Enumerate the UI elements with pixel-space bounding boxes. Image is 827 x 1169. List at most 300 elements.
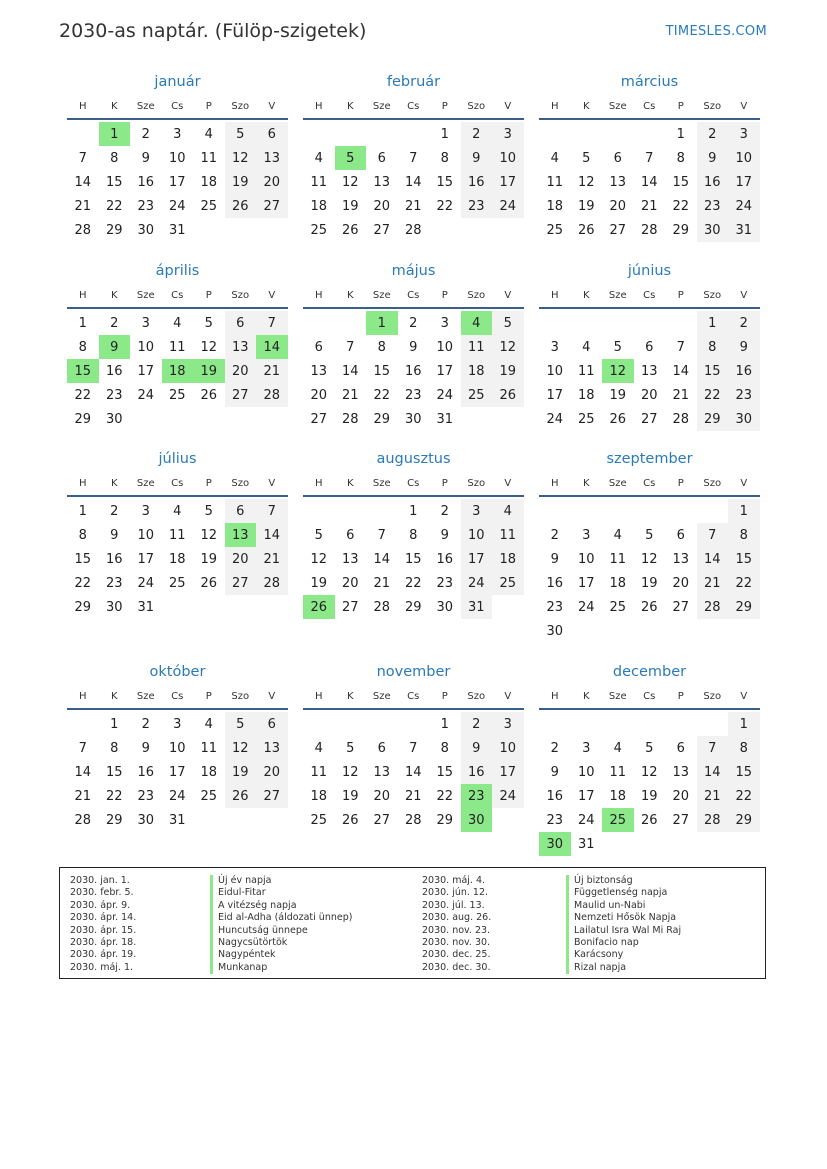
day-cell: 13 xyxy=(256,146,288,170)
day-cell: 11 xyxy=(168,339,186,355)
day-cell: 8 xyxy=(78,527,87,543)
weekday-label: V xyxy=(504,477,512,489)
day-cell: 21 xyxy=(404,198,422,214)
day-cell: 24 xyxy=(461,571,493,595)
legend-holiday-name: Huncutság ünnepe xyxy=(210,925,352,937)
day-cell: 4 xyxy=(314,150,323,166)
day-cell: 5 xyxy=(645,740,654,756)
day-cell: 27 xyxy=(225,571,257,595)
weekday-label: Szo xyxy=(231,477,250,489)
empty-cell xyxy=(602,122,634,146)
day-cell: 6 xyxy=(613,150,622,166)
day-cell: 11 xyxy=(609,764,627,780)
day-cell: 4 xyxy=(173,315,182,331)
day-cell: 2 xyxy=(440,503,449,519)
day-grid xyxy=(67,311,288,431)
weekday-label: K xyxy=(582,289,590,301)
day-cell: 12 xyxy=(341,764,359,780)
day-cell: 15 xyxy=(373,363,391,379)
day-cell: 6 xyxy=(314,339,323,355)
day-cell: 6 xyxy=(225,311,257,335)
day-cell: 3 xyxy=(582,527,591,543)
day-cell: 8 xyxy=(728,736,760,760)
weekday-label: K xyxy=(110,477,118,489)
day-cell: 8 xyxy=(110,150,119,166)
day-cell: 19 xyxy=(341,788,359,804)
day-cell: 5 xyxy=(225,712,257,736)
weekday-label: Szo xyxy=(703,289,722,301)
day-cell: 17 xyxy=(546,387,564,403)
day-cell: 10 xyxy=(461,523,493,547)
day-cell: 5 xyxy=(613,339,622,355)
day-cell: 19 xyxy=(577,198,595,214)
day-cell: 3 xyxy=(440,315,449,331)
day-cell: 27 xyxy=(672,599,690,615)
weekday-label: H xyxy=(314,690,323,702)
day-cell: 26 xyxy=(341,222,359,238)
day-cell: 4 xyxy=(550,150,559,166)
day-cell: 10 xyxy=(436,339,454,355)
weekday-label: Cs xyxy=(407,690,420,702)
empty-cell xyxy=(634,311,666,335)
weekday-label: Sze xyxy=(372,477,391,489)
legend-date: 2030. dec. 30. xyxy=(422,961,491,973)
day-cell: 23 xyxy=(105,575,123,591)
holiday-day-cell: 23 xyxy=(461,784,493,808)
day-cell: 7 xyxy=(78,150,87,166)
legend-holiday-name: Munkanap xyxy=(210,962,352,974)
day-cell: 6 xyxy=(225,499,257,523)
day-cell: 10 xyxy=(137,339,155,355)
day-cell: 3 xyxy=(173,716,182,732)
day-cell: 8 xyxy=(440,740,449,756)
day-cell: 24 xyxy=(492,784,524,808)
day-cell: 17 xyxy=(577,788,595,804)
weekday-header xyxy=(67,684,288,710)
day-cell: 14 xyxy=(341,363,359,379)
day-cell: 24 xyxy=(436,387,454,403)
day-cell: 10 xyxy=(577,764,595,780)
empty-cell xyxy=(335,122,367,146)
weekday-label: V xyxy=(268,289,276,301)
empty-cell xyxy=(539,499,571,523)
day-cell: 19 xyxy=(492,359,524,383)
day-cell: 15 xyxy=(436,764,454,780)
day-cell: 8 xyxy=(377,339,386,355)
empty-cell xyxy=(67,712,99,736)
legend-dates-col-2 xyxy=(422,875,491,974)
day-cell: 16 xyxy=(436,551,454,567)
day-grid xyxy=(303,311,524,431)
weekday-label: P xyxy=(677,477,684,489)
day-cell: 14 xyxy=(697,760,729,784)
day-cell: 12 xyxy=(200,339,218,355)
weekday-label: P xyxy=(441,477,448,489)
month-6 xyxy=(539,259,760,431)
day-cell: 23 xyxy=(546,812,564,828)
month-9 xyxy=(539,447,760,643)
day-cell: 1 xyxy=(440,716,449,732)
day-cell: 26 xyxy=(609,411,627,427)
day-cell: 12 xyxy=(492,335,524,359)
day-cell: 27 xyxy=(672,812,690,828)
weekday-label: Sze xyxy=(372,100,391,112)
empty-cell xyxy=(366,712,398,736)
day-cell: 7 xyxy=(346,339,355,355)
day-cell: 20 xyxy=(640,387,658,403)
day-cell: 21 xyxy=(404,788,422,804)
weekday-label: Sze xyxy=(136,289,155,301)
day-cell: 7 xyxy=(697,523,729,547)
day-cell: 16 xyxy=(461,170,493,194)
day-cell: 28 xyxy=(697,808,729,832)
weekday-label: V xyxy=(268,477,276,489)
day-cell: 30 xyxy=(436,599,454,615)
holiday-day-cell: 19 xyxy=(193,359,225,383)
day-cell: 28 xyxy=(697,595,729,619)
day-cell: 17 xyxy=(168,764,186,780)
weekday-label: K xyxy=(110,100,118,112)
day-cell: 22 xyxy=(436,198,454,214)
day-cell: 9 xyxy=(728,335,760,359)
day-cell: 30 xyxy=(546,623,564,639)
day-cell: 21 xyxy=(672,387,690,403)
day-cell: 7 xyxy=(409,740,418,756)
day-grid xyxy=(303,712,524,832)
day-cell: 7 xyxy=(256,311,288,335)
legend-holiday-name: Maulid un-Nabi xyxy=(566,900,681,912)
day-cell: 14 xyxy=(256,523,288,547)
day-cell: 31 xyxy=(137,599,155,615)
day-cell: 16 xyxy=(137,764,155,780)
day-cell: 4 xyxy=(582,339,591,355)
weekday-label: H xyxy=(78,690,87,702)
weekday-label: V xyxy=(740,100,748,112)
day-cell: 24 xyxy=(137,387,155,403)
weekday-header xyxy=(303,684,524,710)
day-cell: 11 xyxy=(200,740,218,756)
day-cell: 3 xyxy=(492,122,524,146)
weekday-label: Szo xyxy=(703,690,722,702)
empty-cell xyxy=(366,499,398,523)
weekday-label: Sze xyxy=(608,289,627,301)
empty-cell xyxy=(539,311,571,335)
day-cell: 2 xyxy=(141,126,150,142)
weekday-label: Cs xyxy=(171,690,184,702)
legend-holiday-name: Függetlenség napja xyxy=(566,887,681,899)
weekday-label: H xyxy=(550,690,559,702)
day-cell: 16 xyxy=(546,788,564,804)
day-cell: 28 xyxy=(74,812,92,828)
day-cell: 2 xyxy=(461,122,493,146)
weekday-label: Sze xyxy=(372,690,391,702)
day-cell: 11 xyxy=(609,551,627,567)
day-cell: 27 xyxy=(373,222,391,238)
legend-date: 2030. ápr. 15. xyxy=(70,924,137,936)
legend-holiday-name: Bonifacio nap xyxy=(566,937,681,949)
day-cell: 13 xyxy=(672,551,690,567)
day-cell: 28 xyxy=(672,411,690,427)
day-cell: 21 xyxy=(640,198,658,214)
day-cell: 22 xyxy=(404,575,422,591)
weekday-label: Cs xyxy=(643,690,656,702)
day-cell: 12 xyxy=(640,551,658,567)
day-cell: 17 xyxy=(168,174,186,190)
weekday-label: H xyxy=(550,289,559,301)
day-cell: 1 xyxy=(728,712,760,736)
day-cell: 25 xyxy=(200,788,218,804)
day-cell: 10 xyxy=(137,527,155,543)
day-cell: 5 xyxy=(314,527,323,543)
day-cell: 2 xyxy=(697,122,729,146)
day-cell: 23 xyxy=(546,599,564,615)
day-cell: 14 xyxy=(672,363,690,379)
day-cell: 20 xyxy=(256,760,288,784)
day-cell: 21 xyxy=(74,198,92,214)
day-cell: 6 xyxy=(676,527,685,543)
day-cell: 9 xyxy=(697,146,729,170)
day-cell: 31 xyxy=(436,411,454,427)
day-cell: 29 xyxy=(672,222,690,238)
day-cell: 25 xyxy=(461,383,493,407)
day-cell: 31 xyxy=(728,218,760,242)
day-cell: 6 xyxy=(676,740,685,756)
day-cell: 27 xyxy=(609,222,627,238)
day-grid xyxy=(67,122,288,242)
day-cell: 12 xyxy=(577,174,595,190)
weekday-label: P xyxy=(205,477,212,489)
day-cell: 13 xyxy=(310,363,328,379)
weekday-label: Sze xyxy=(136,477,155,489)
month-3 xyxy=(539,70,760,242)
day-cell: 17 xyxy=(492,170,524,194)
day-cell: 11 xyxy=(546,174,564,190)
empty-cell xyxy=(634,499,666,523)
weekday-label: V xyxy=(504,289,512,301)
holiday-day-cell: 1 xyxy=(99,122,131,146)
weekday-label: P xyxy=(441,690,448,702)
weekday-header xyxy=(67,94,288,120)
day-cell: 7 xyxy=(676,339,685,355)
month-name: március xyxy=(620,74,679,90)
day-cell: 30 xyxy=(137,812,155,828)
day-cell: 6 xyxy=(256,122,288,146)
day-cell: 4 xyxy=(204,716,213,732)
empty-cell xyxy=(398,712,430,736)
day-cell: 3 xyxy=(492,712,524,736)
weekday-label: P xyxy=(677,100,684,112)
weekday-label: P xyxy=(441,289,448,301)
day-cell: 8 xyxy=(110,740,119,756)
day-cell: 13 xyxy=(256,736,288,760)
legend-date: 2030. júl. 13. xyxy=(422,899,485,911)
day-cell: 1 xyxy=(409,503,418,519)
day-cell: 28 xyxy=(74,222,92,238)
day-cell: 24 xyxy=(577,812,595,828)
legend-names-col-1 xyxy=(210,875,352,974)
day-cell: 6 xyxy=(346,527,355,543)
day-cell: 13 xyxy=(373,764,391,780)
day-cell: 3 xyxy=(141,315,150,331)
legend-date: 2030. jan. 1. xyxy=(70,875,130,886)
day-cell: 6 xyxy=(377,740,386,756)
month-4 xyxy=(67,259,288,431)
day-cell: 22 xyxy=(697,383,729,407)
day-cell: 26 xyxy=(225,194,257,218)
empty-cell xyxy=(67,122,99,146)
weekday-label: H xyxy=(550,477,559,489)
brand-link[interactable]: TIMESLES.COM xyxy=(665,24,767,39)
day-cell: 24 xyxy=(168,788,186,804)
day-cell: 13 xyxy=(373,174,391,190)
day-cell: 9 xyxy=(141,740,150,756)
empty-cell xyxy=(634,122,666,146)
day-cell: 6 xyxy=(256,712,288,736)
empty-cell xyxy=(665,499,697,523)
day-cell: 9 xyxy=(141,150,150,166)
weekday-label: H xyxy=(78,100,87,112)
month-name: december xyxy=(612,664,687,680)
day-cell: 7 xyxy=(645,150,654,166)
day-cell: 19 xyxy=(310,575,328,591)
day-cell: 30 xyxy=(728,407,760,431)
day-cell: 16 xyxy=(546,575,564,591)
day-cell: 28 xyxy=(404,222,422,238)
day-grid xyxy=(539,712,760,856)
legend-date: 2030. nov. 23. xyxy=(422,924,491,936)
day-cell: 30 xyxy=(697,218,729,242)
day-cell: 15 xyxy=(105,174,123,190)
day-cell: 21 xyxy=(341,387,359,403)
day-cell: 7 xyxy=(78,740,87,756)
empty-cell xyxy=(335,311,367,335)
legend-date: 2030. dec. 25. xyxy=(422,949,491,961)
day-cell: 23 xyxy=(137,788,155,804)
empty-cell xyxy=(335,499,367,523)
day-cell: 22 xyxy=(105,198,123,214)
month-name: április xyxy=(155,263,200,279)
month-name: május xyxy=(391,263,436,279)
weekday-label: H xyxy=(550,100,559,112)
day-cell: 12 xyxy=(200,527,218,543)
legend-date: 2030. ápr. 9. xyxy=(70,899,131,911)
empty-cell xyxy=(303,122,335,146)
day-cell: 29 xyxy=(404,599,422,615)
day-cell: 4 xyxy=(314,740,323,756)
legend-date: 2030. febr. 5. xyxy=(70,887,134,899)
day-cell: 25 xyxy=(310,812,328,828)
day-cell: 21 xyxy=(697,571,729,595)
weekday-label: Cs xyxy=(407,100,420,112)
day-cell: 21 xyxy=(697,784,729,808)
day-cell: 24 xyxy=(168,198,186,214)
empty-cell xyxy=(303,499,335,523)
legend-holiday-name: Karácsony xyxy=(566,949,681,961)
day-cell: 23 xyxy=(137,198,155,214)
day-cell: 11 xyxy=(492,523,524,547)
day-cell: 29 xyxy=(436,812,454,828)
day-cell: 13 xyxy=(609,174,627,190)
day-cell: 29 xyxy=(74,411,92,427)
day-cell: 29 xyxy=(373,411,391,427)
weekday-label: H xyxy=(78,289,87,301)
weekday-label: Szo xyxy=(467,477,486,489)
day-cell: 17 xyxy=(137,363,155,379)
day-cell: 18 xyxy=(609,788,627,804)
day-cell: 16 xyxy=(697,170,729,194)
day-grid xyxy=(303,122,524,242)
legend-date: 2030. ápr. 14. xyxy=(70,912,137,924)
day-cell: 20 xyxy=(256,170,288,194)
weekday-label: Sze xyxy=(608,100,627,112)
weekday-label: P xyxy=(677,289,684,301)
day-cell: 19 xyxy=(609,387,627,403)
day-cell: 14 xyxy=(74,764,92,780)
day-grid xyxy=(539,499,760,643)
weekday-label: Szo xyxy=(231,100,250,112)
day-cell: 29 xyxy=(728,595,760,619)
month-name: június xyxy=(627,263,672,279)
day-cell: 27 xyxy=(310,411,328,427)
day-cell: 20 xyxy=(672,575,690,591)
weekday-label: Szo xyxy=(231,289,250,301)
day-cell: 3 xyxy=(173,126,182,142)
weekday-header xyxy=(67,283,288,309)
day-cell: 9 xyxy=(440,527,449,543)
day-cell: 8 xyxy=(440,150,449,166)
legend-date: 2030. máj. 4. xyxy=(422,875,486,886)
day-cell: 17 xyxy=(577,575,595,591)
day-cell: 11 xyxy=(168,527,186,543)
weekday-label: Szo xyxy=(467,289,486,301)
day-cell: 19 xyxy=(225,760,257,784)
day-cell: 15 xyxy=(728,760,760,784)
day-cell: 26 xyxy=(640,812,658,828)
day-grid xyxy=(539,122,760,242)
day-cell: 27 xyxy=(256,194,288,218)
weekday-label: K xyxy=(346,289,354,301)
day-cell: 31 xyxy=(168,222,186,238)
weekday-label: Cs xyxy=(171,100,184,112)
day-cell: 20 xyxy=(225,547,257,571)
weekday-label: V xyxy=(740,690,748,702)
holiday-day-cell: 14 xyxy=(256,335,288,359)
day-cell: 20 xyxy=(672,788,690,804)
day-cell: 10 xyxy=(546,363,564,379)
day-cell: 20 xyxy=(373,198,391,214)
holiday-day-cell: 18 xyxy=(162,359,194,383)
day-cell: 31 xyxy=(168,812,186,828)
day-cell: 18 xyxy=(200,764,218,780)
day-cell: 21 xyxy=(256,547,288,571)
day-cell: 31 xyxy=(577,836,595,852)
weekday-label: V xyxy=(268,690,276,702)
day-cell: 23 xyxy=(404,387,422,403)
day-cell: 11 xyxy=(310,174,328,190)
day-cell: 20 xyxy=(310,387,328,403)
day-cell: 28 xyxy=(640,222,658,238)
month-name: november xyxy=(376,664,451,680)
day-cell: 22 xyxy=(74,387,92,403)
empty-cell xyxy=(571,311,603,335)
day-cell: 1 xyxy=(78,503,87,519)
holiday-day-cell: 30 xyxy=(539,832,571,856)
day-cell: 13 xyxy=(225,335,257,359)
day-cell: 24 xyxy=(492,194,524,218)
weekday-header xyxy=(303,94,524,120)
day-cell: 15 xyxy=(404,551,422,567)
day-cell: 9 xyxy=(461,736,493,760)
